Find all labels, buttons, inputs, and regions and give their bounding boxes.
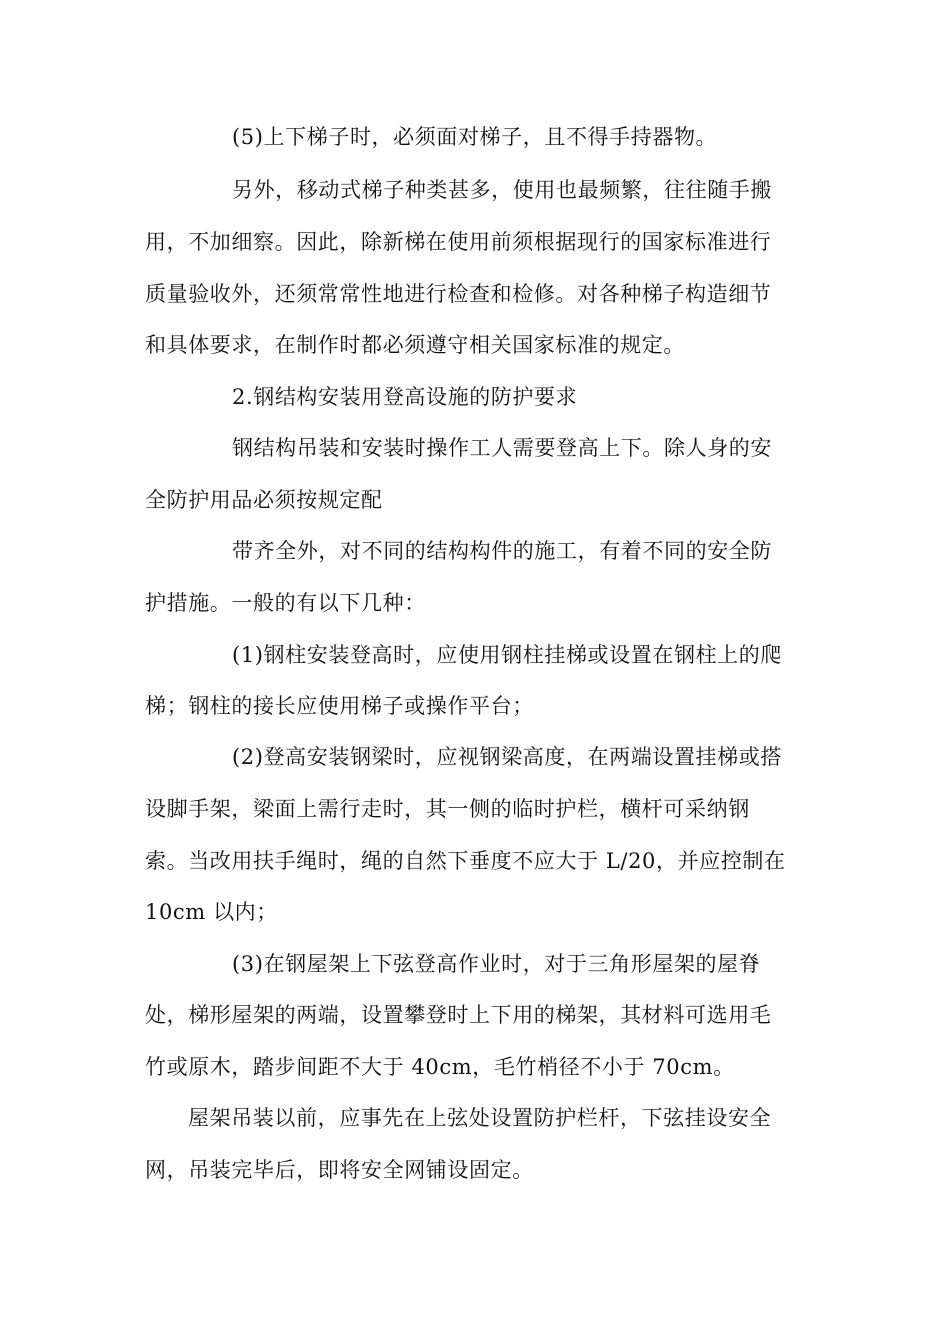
text-line: 屋架吊装以前，应事先在上弦处设置防护栏杆，下弦挂设安全 [188, 1106, 772, 1130]
text-line: 带齐全外，对不同的结构构件的施工，有着不同的安全防 [232, 539, 772, 563]
list-item-line: 竹或原木，踏步间距不大于 40cm，毛竹梢径不小于 70cm。 [145, 1055, 735, 1079]
text-line: 和具体要求，在制作时都必须遵守相关国家标准的规定。 [145, 333, 685, 357]
list-item-line: 索。当改用扶手绳时，绳的自然下垂度不应大于 L/20，并应控制在 [145, 849, 786, 873]
text-line: 全防护用品必须按规定配 [145, 488, 383, 512]
text-line: 钢结构吊装和安装时操作工人需要登高上下。除人身的安 [232, 436, 772, 460]
list-item-line: 10cm 以内； [145, 900, 278, 924]
section-heading: 2.钢结构安装用登高设施的防护要求 [232, 385, 578, 409]
text-line: 质量验收外，还须常常性地进行检查和检修。对各种梯子构造细节 [145, 282, 772, 306]
list-item-line: (2)登高安装钢梁时，应视钢梁高度，在两端设置挂梯或搭 [232, 745, 782, 769]
text-line: 网，吊装完毕后，即将安全网铺设固定。 [145, 1158, 534, 1182]
text-line: (5)上下梯子时，必须面对梯子，且不得手持器物。 [232, 125, 718, 149]
list-item-line: 梯；钢柱的接长应使用梯子或操作平台； [145, 694, 534, 718]
list-item-line: (1)钢柱安装登高时，应使用钢柱挂梯或设置在钢柱上的爬 [232, 643, 782, 667]
text-line: 护措施。一般的有以下几种： [145, 591, 426, 615]
text-line: 用，不加细察。因此，除新梯在使用前须根据现行的国家标准进行 [145, 230, 772, 254]
list-item-line: 处，梯形屋架的两端，设置攀登时上下用的梯架，其材料可选用毛 [145, 1003, 772, 1027]
list-item-line: 设脚手架，梁面上需行走时，其一侧的临时护栏，横杆可采纳钢 [145, 797, 750, 821]
list-item-line: (3)在钢屋架上下弦登高作业时，对于三角形屋架的屋脊 [232, 952, 761, 976]
text-line: 另外，移动式梯子种类甚多，使用也最频繁，往往随手搬 [232, 178, 772, 202]
